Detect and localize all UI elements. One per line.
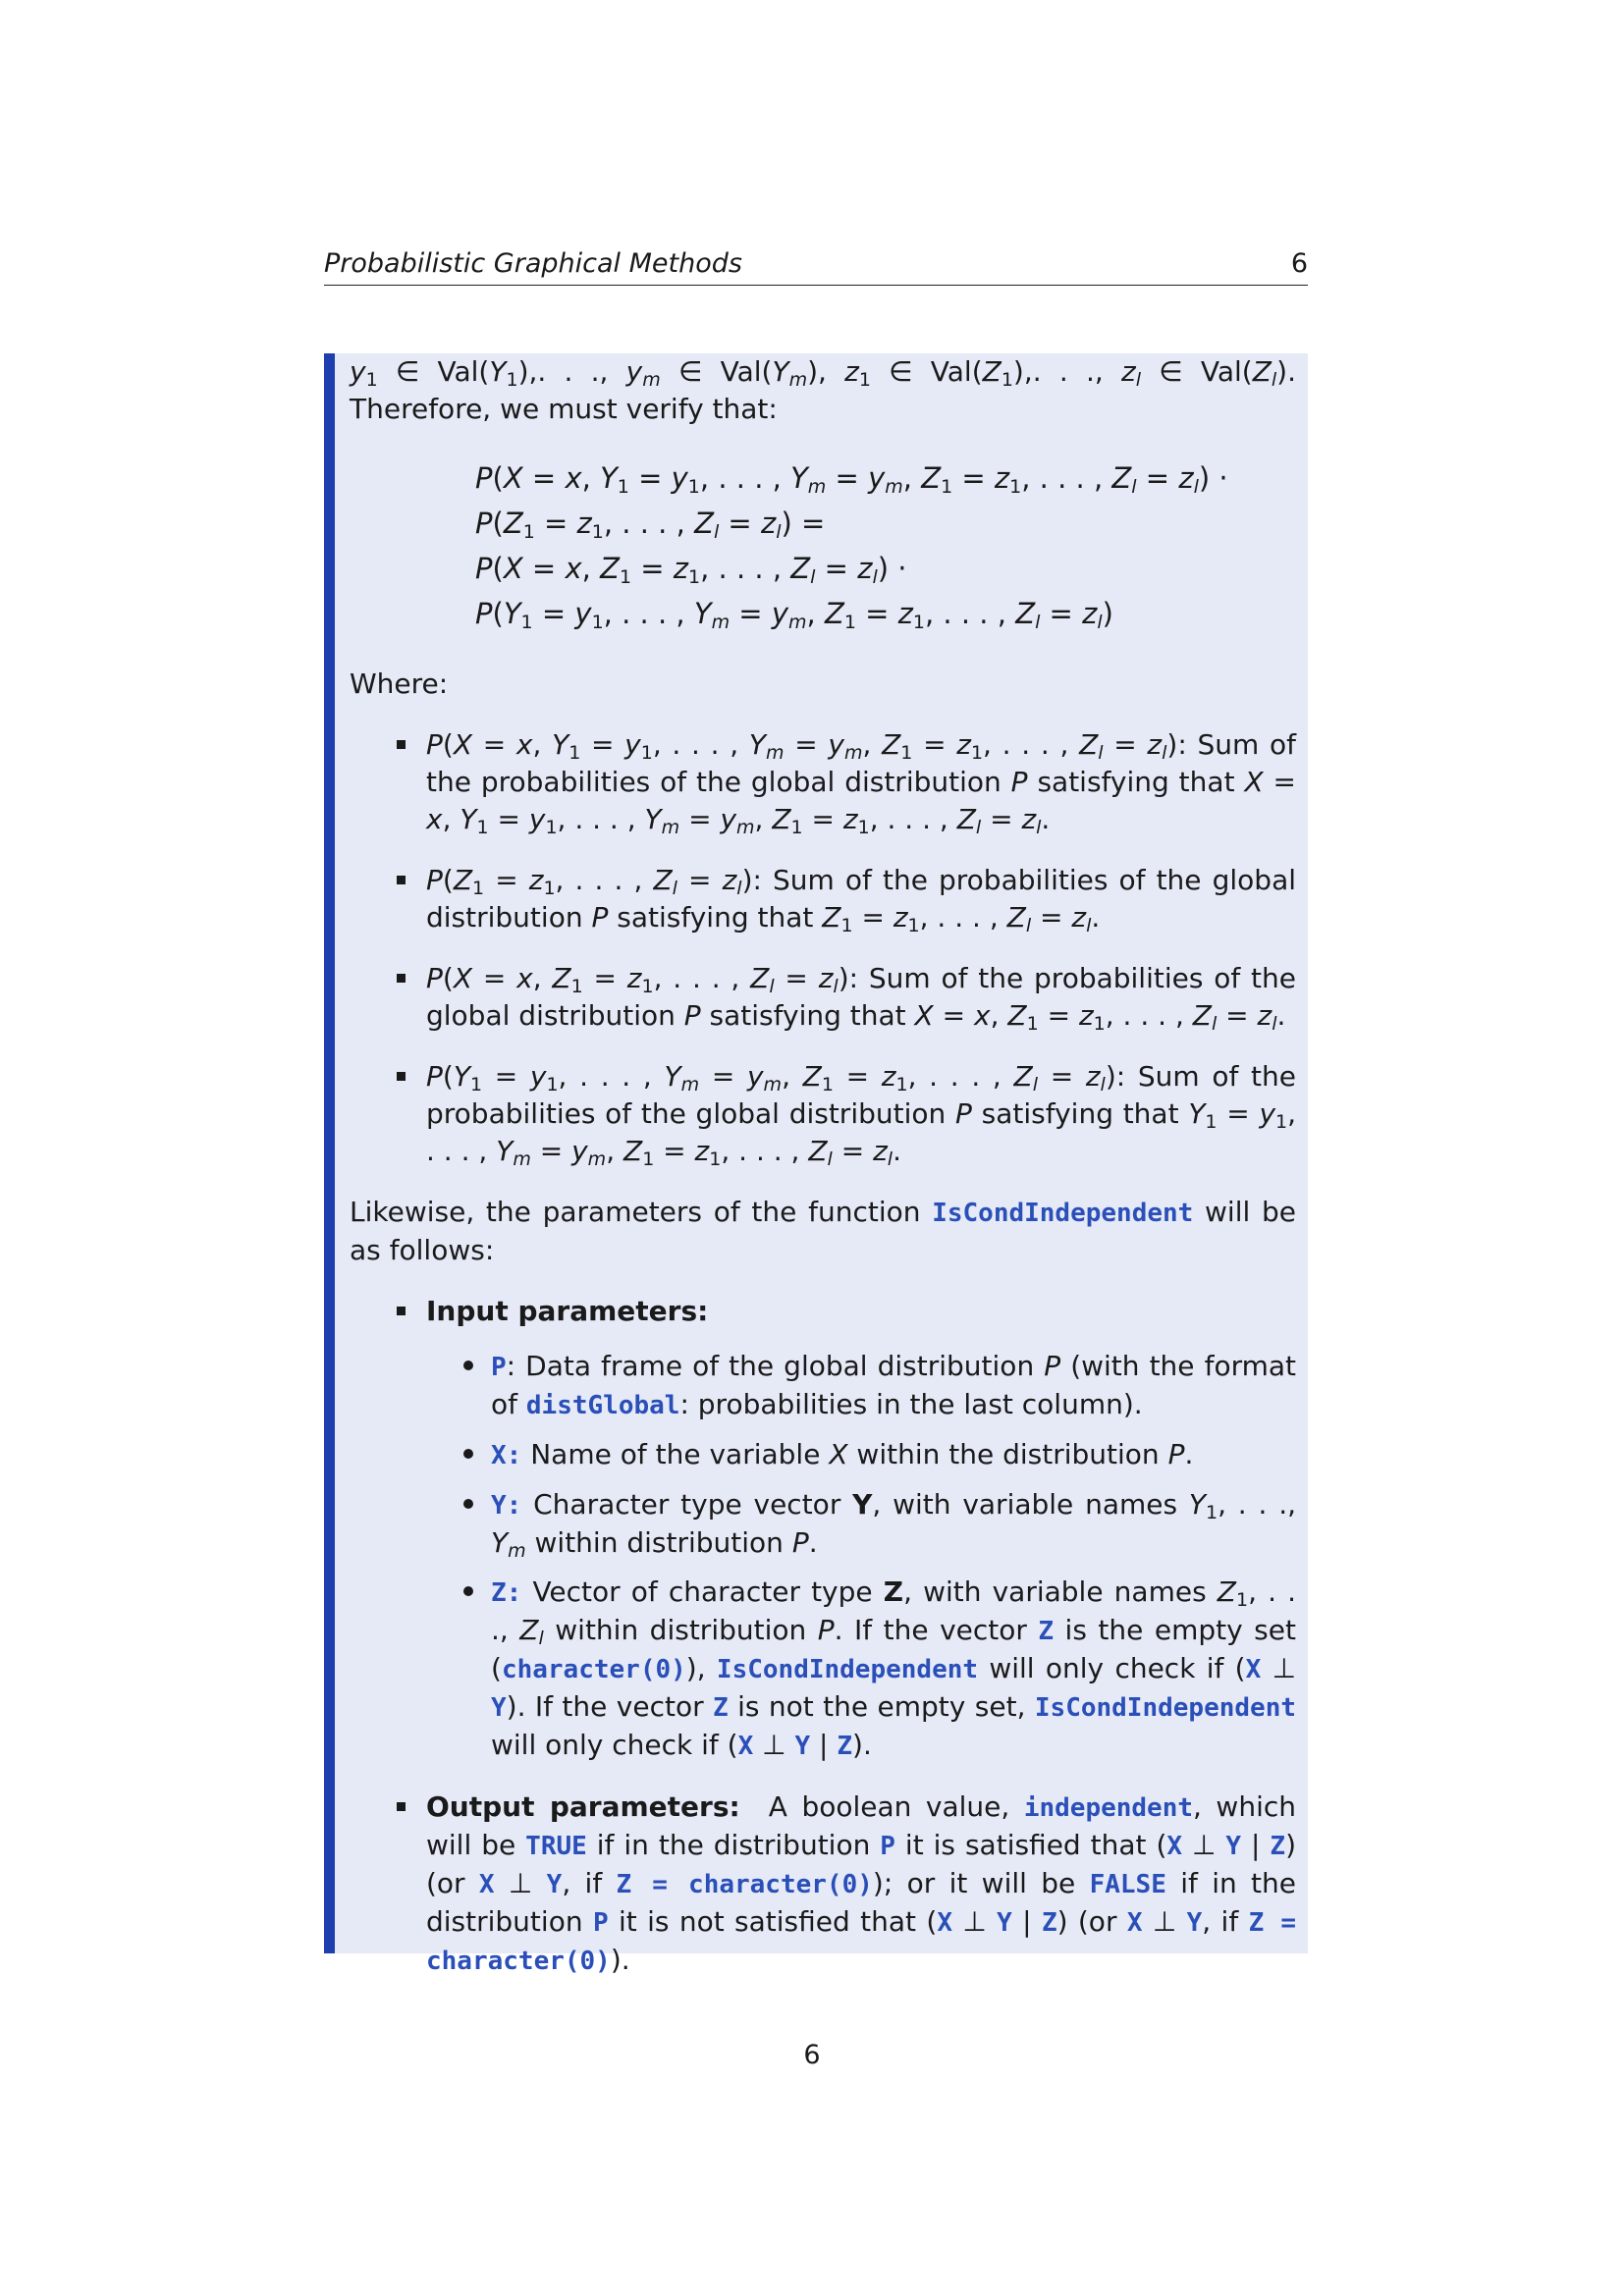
output-parameters-label: Output parameters: (426, 1790, 740, 1823)
verification-equation: P(X = x, $Y_1 = y_1$, . . . , $Y_m = y_m$, $Z_1 = z_1$, . . . , $Z_l = z_l$) · $P(Z_1 = z_1$, . . . , $Z_l = z_l$) = P(X = x, $Z_1 = z_1$, . . . , $Z_l = z_l$) · $P(Y_1 = y_1$, . . . , $Y_m = y_m$, $Z_1 = z_1$, . . . , $Z_l = z_l$) (475, 461, 1228, 633)
definitions-list (350, 726, 1296, 1170)
likewise-paragraph: Likewise, the parameters of the function IsCondIndependent will be as follows: (350, 1196, 1296, 1266)
where-label: Where: (350, 667, 449, 700)
param-p: P: Data frame of the global distribution P (with the format of distGlobal: probabilities in the last column). (426, 1348, 1296, 1424)
highlighted-block (324, 353, 1308, 1976)
param-x: X: Name of the variable X within the distribution P. (426, 1436, 1296, 1474)
input-parameters-label: Input parameters: (426, 1295, 709, 1327)
definition-item: $P(Y_1 = y_1$, . . . , $Y_m = y_m$, $Z_1 = z_1$, . . . , $Z_l = z_l$): Sum of the probabilities of the global distribution P satisfying that $Y_1 = y_1$, . . . , $Y_m = y_m$, $Z_1 = z_1$, . . . , $Z_l = z_l$. (350, 1058, 1296, 1170)
input-parameters-list (426, 1348, 1296, 1765)
page-footer-number: 6 (803, 2040, 821, 2070)
param-y: Y: Character type vector Y, with variable names $Y_1$, . . ., $Y_m$ within distribution P. (426, 1486, 1296, 1562)
running-header-page-number: 6 (1290, 248, 1308, 279)
block-content (350, 353, 1296, 2003)
parameters-list (350, 1293, 1296, 1980)
input-parameters-item (350, 1293, 1296, 1765)
param-z: Z: Vector of character type Z, with variable names $Z_1$, . . ., $Z_l$ within distribution P. If the vector Z is the empty set (character(0)), IsCondIndependent will only check if (X ⊥ Y). If the vector Z is not the empty set, IsCondIndependent will only check if (X ⊥ Y | Z). (426, 1574, 1296, 1765)
definition-item: P(X = x, $Y_1 = y_1$, . . . , $Y_m = y_m$, $Z_1 = z_1$, . . . , $Z_l = z_l$): Sum of the probabilities of the global distribution P satisfying that X = x, $Y_1 = y_1$, . . . , $Y_m = y_m$, $Z_1 = z_1$, . . . , $Z_l = z_l$. (350, 726, 1296, 838)
intro-therefore: Therefore, we must verify that: (350, 393, 778, 425)
function-name-code: IsCondIndependent (932, 1199, 1194, 1228)
highlight-bar (324, 353, 335, 1953)
output-parameters-item: Output parameters: A boolean value, independent, which will be TRUE if in the distribution P it is satisfied that (X ⊥ Y | Z) (or X ⊥ Y, if Z = character(0)); or it will be FALSE if in the distribution P it is not satisfied that (X ⊥ Y | Z) (or X ⊥ Y, if Z = character(0)). (350, 1789, 1296, 1980)
intro-paragraph: $y_1$ ∈ $Val(Y_1)$,. . ., $y_m$ ∈ $Val(Y_m)$, $z_1$ ∈ $Val(Z_1)$,. . ., $z_l$ ∈ $Val(Z_l)$. Therefore, we must verify that: (350, 355, 1296, 425)
definition-item: $P(Z_1 = z_1$, . . . , $Z_l = z_l$): Sum of the probabilities of the global distribution P satisfying that $Z_1 = z_1$, . . . , $Z_l = z_l$. (350, 862, 1296, 936)
running-header (324, 245, 1308, 286)
definition-item: P(X = x, $Z_1 = z_1$, . . . , $Z_l = z_l$): Sum of the probabilities of the global distribution P satisfying that X = x, $Z_1 = z_1$, . . . , $Z_l = z_l$. (350, 960, 1296, 1035)
running-header-title: Probabilistic Graphical Methods (324, 248, 742, 279)
